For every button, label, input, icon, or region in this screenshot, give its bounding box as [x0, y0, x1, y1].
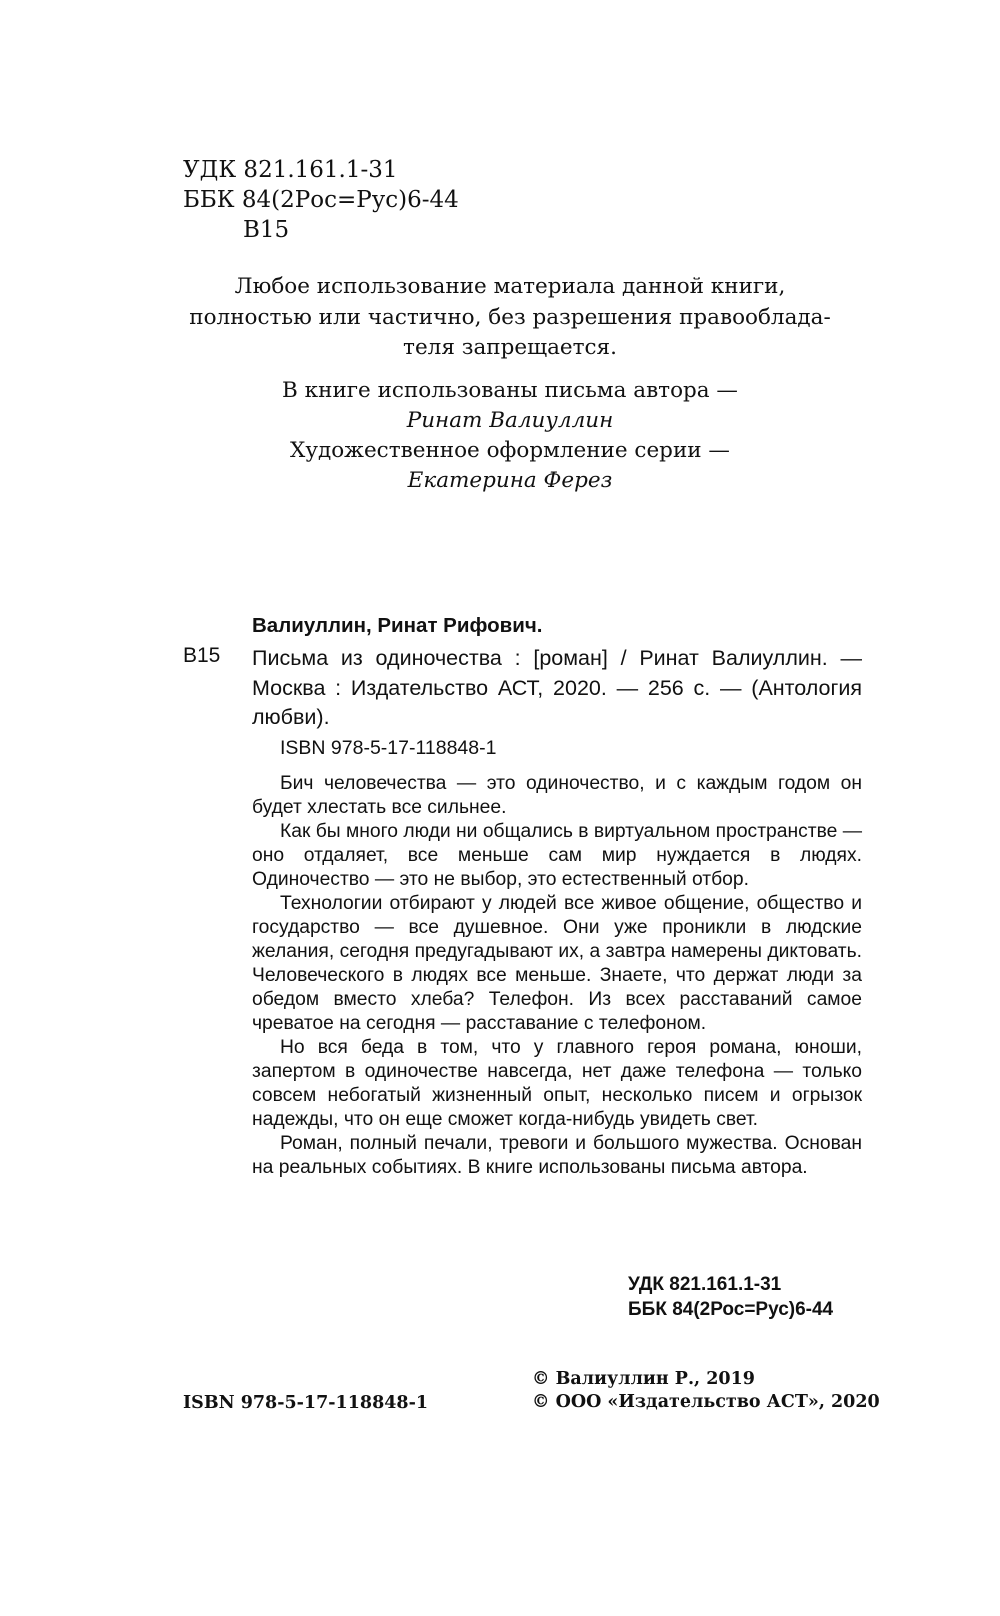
footer-isbn: ISBN 978-5-17-118848-1	[183, 1393, 429, 1413]
udk-code: УДК 821.161.1-31	[183, 157, 398, 183]
annotation-paragraph: Технологии отбирают у людей все живое общение, общество и государство — все душевное. Они уже проникли в людские желания, сегодня предугадывают их, а завтра намерены диктовать. Человеческого в людях все меньше. Знаете, что держат люди за обедом вместо хлеба? Телефон. Из всех расставаний самое чреватое на сегодня — расставание с телефоном.	[252, 893, 862, 1034]
rights-notice-line: теля запрещается.	[403, 335, 617, 360]
rights-notice	[160, 272, 860, 364]
catalog-author-heading: Валиуллин, Ринат Рифович.	[252, 614, 543, 637]
copyright-author: © Валиуллин Р., 2019	[532, 1369, 755, 1389]
annotation	[252, 772, 862, 1180]
design-credit-label: Художественное оформление серии —	[290, 438, 730, 463]
copyright-block	[532, 1368, 880, 1414]
rights-notice-line: полностью или частично, без разрешения правооблада-	[189, 304, 831, 330]
letters-credit-label: В книге использованы письма автора —	[282, 378, 738, 403]
catalog-bbk-code: ББК 84(2Рос=Рус)6-44	[628, 1299, 834, 1320]
rights-notice-line: Любое использование материала данной книги,	[234, 274, 786, 299]
classification-block-top	[183, 155, 459, 245]
annotation-paragraph: Роман, полный печали, тревоги и большого мужества. Основан на реальных событиях. В книге использованы письма автора.	[252, 1133, 862, 1178]
catalog-udk-code: УДК 821.161.1-31	[628, 1274, 782, 1295]
annotation-paragraph: Но вся беда в том, что у главного героя романа, юноши, запертом в одиночестве навсегда, нет даже телефона — только совсем небогатый жизненный опыт, несколько писем и огрызок надежды, что он еще сможет когда-нибудь увидеть свет.	[252, 1037, 862, 1130]
classification-block-bottom	[628, 1272, 833, 1322]
credits-block	[160, 376, 860, 496]
author-mark: В15	[243, 217, 290, 243]
copyright-publisher: © ООО «Издательство АСТ», 2020	[532, 1392, 880, 1412]
annotation-paragraph: Как бы много люди ни общались в виртуальном пространстве — оно отдаляет, все меньше сам мир нуждается в людях. Одиночество — это не выбор, это естественный отбор.	[252, 821, 862, 890]
annotation-paragraph: Бич человечества — это одиночество, и с каждым годом он будет хлестать все сильнее.	[252, 773, 862, 818]
letters-credit-name: Ринат Валиуллин	[406, 408, 614, 433]
catalog-isbn: ISBN 978-5-17-118848-1	[280, 737, 497, 759]
bbk-code: ББК 84(2Рос=Рус)6-44	[183, 187, 459, 213]
catalog-author-mark: В15	[183, 644, 221, 667]
bibliographic-entry: Письма из одиночества : [роман] / Ринат Валиуллин. — Москва : Издательство АСТ, 2020. — 256 с. — (Антология любви).	[252, 646, 862, 729]
design-credit-name: Екатерина Ферез	[407, 468, 613, 493]
